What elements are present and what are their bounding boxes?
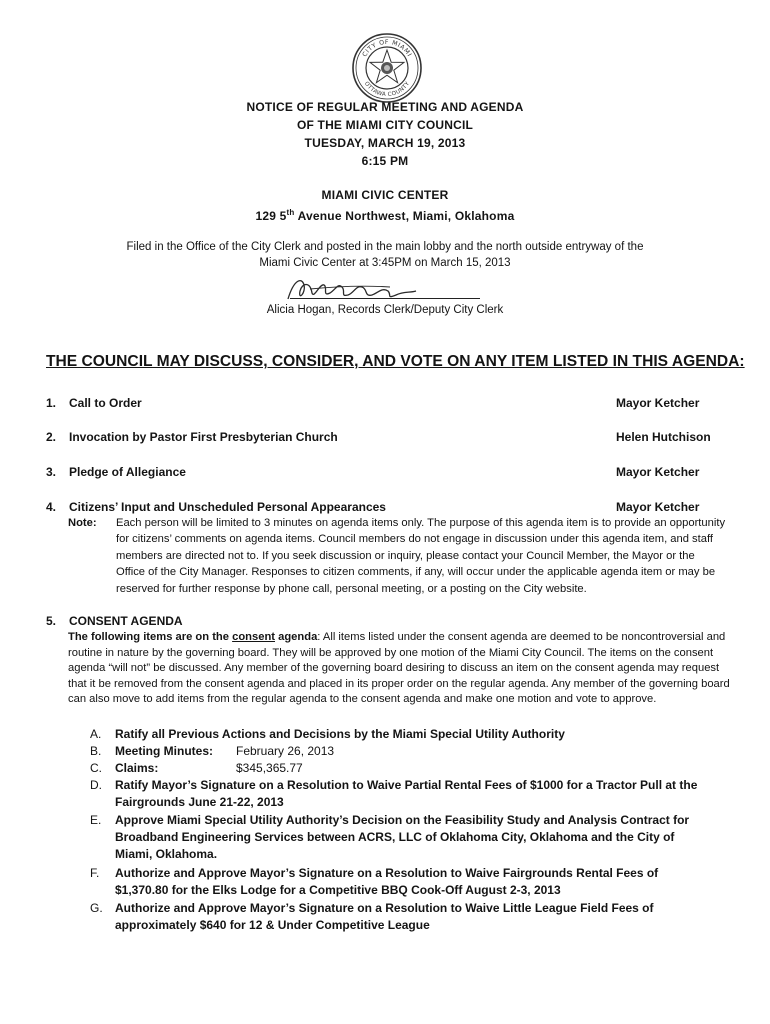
consent-item-title: Meeting Minutes:	[115, 744, 213, 758]
signature-line	[290, 298, 480, 299]
consent-intro-text: : All items listed under the consent agenda are deemed to be noncontroversial and routine in nature by the governing board. They will be approved by one motion of the Miami City Council. The items on the consent agenda “will not” be discussed. Any member of the governing board desiring to discuss an item on the consent agenda may request that it be removed from the consent agenda and placed in its proper order on the regular agenda. Any member of the governing board can also move to add items from the regular agenda to the consent agenda and make one motion and vote to approve.	[68, 631, 730, 706]
consent-item-letter: B.	[90, 744, 102, 758]
consent-item-letter: G.	[90, 901, 103, 915]
item-title: CONSENT AGENDA	[69, 614, 183, 628]
consent-item-letter: C.	[90, 761, 102, 775]
notice-title: NOTICE OF REGULAR MEETING AND AGENDA	[246, 100, 524, 114]
seal-bottom-text: OTTAWA COUNTY	[362, 80, 412, 99]
filing-notice	[100, 239, 670, 271]
item-title: Call to Order	[69, 396, 142, 410]
item-number: 5.	[46, 614, 57, 628]
address-ordinal: th	[286, 208, 295, 217]
consent-item-letter: D.	[90, 778, 102, 792]
consent-lead-underlined: consent	[232, 631, 276, 643]
consent-item-title: Authorize and Approve Mayor’s Signature on a Resolution to Waive Little League Field Fees of approximately $640 for 12 & Under Competitive League	[115, 901, 654, 932]
consent-lead-pre: The following items are on the	[68, 631, 233, 643]
consent-item-letter: A.	[90, 727, 102, 741]
consent-intro	[68, 630, 730, 708]
clerk-name: Alicia Hogan, Records Clerk/Deputy City Clerk	[266, 304, 504, 316]
item-title: Citizens’ Input and Unscheduled Personal Appearances	[69, 500, 386, 514]
agenda-item-4	[46, 499, 706, 515]
agenda-item-1	[46, 395, 706, 411]
agenda-item-2	[46, 429, 711, 445]
item-presenter: Mayor Ketcher	[616, 500, 700, 514]
meeting-time: 6:15 PM	[361, 154, 409, 168]
consent-item-letter: F.	[90, 866, 100, 880]
seal-top-text: CITY OF MIAMI	[361, 39, 413, 59]
item-presenter: Helen Hutchison	[616, 430, 711, 444]
council-title: OF THE MIAMI CITY COUNCIL	[296, 118, 474, 132]
item-number: 1.	[46, 396, 57, 410]
consent-item-letter: E.	[90, 813, 102, 827]
address-number: 129 5	[255, 209, 287, 223]
filing-line-2: Miami Civic Center at 3:45PM on March 15, 2013	[259, 257, 511, 269]
venue-name: MIAMI CIVIC CENTER	[321, 188, 449, 202]
note-label: Note:	[68, 517, 97, 529]
venue-address	[0, 204, 770, 225]
consent-item-title: Authorize and Approve Mayor’s Signature on a Resolution to Waive Fairgrounds Rental Fees of $1,370.80 for the Elks Lodge for a Competitive BBQ Cook-Off August 2-3, 2013	[115, 866, 659, 897]
agenda-banner: THE COUNCIL MAY DISCUSS, CONSIDER, AND VOTE ON ANY ITEM LISTED IN THIS AGENDA:	[46, 353, 745, 370]
consent-intro-lead	[68, 631, 317, 643]
item-number: 4.	[46, 500, 57, 514]
clerk-signature	[280, 275, 490, 305]
consent-item-title: Ratify all Previous Actions and Decisions by the Miami Special Utility Authority	[115, 727, 565, 741]
item-title: Pledge of Allegiance	[69, 465, 186, 479]
consent-item-title: Approve Miami Special Utility Authority’s Decision on the Feasibility Study and Analysis Contract for Broadband Engineering Services between ACRS, LLC of Oklahoma City, Oklahoma and the City of Miami, Oklahoma.	[115, 813, 690, 861]
consent-item-value: February 26, 2013	[236, 744, 335, 758]
item-presenter: Mayor Ketcher	[616, 465, 700, 479]
note-text: Each person will be limited to 3 minutes on agenda items only. The purpose of this agenda item is to provide an opportunity for citizens’ comments on agenda items. Council members do not engage in discussion under this agenda item, and staff members are directed not to. If you seek discussion or inquiry, please contact your Council Member, the Mayor or the Office of the City Manager. Responses to citizen comments, if any, will occur under the applicable agenda item or may be reserved for further response by phone call, personal meeting, or a posting on the City website.	[116, 517, 726, 595]
consent-item-title: Ratify Mayor’s Signature on a Resolution to Waive Partial Rental Fees of $1000 for a Tractor Pull at the Fairgrounds June 21-22, 2013	[115, 778, 698, 809]
address-street: Avenue Northwest, Miami, Oklahoma	[294, 209, 515, 223]
item-presenter: Mayor Ketcher	[616, 396, 700, 410]
consent-item-value: $345,365.77	[236, 761, 303, 775]
agenda-item-3	[46, 464, 706, 480]
agenda-item-5	[46, 613, 706, 629]
filing-line-1: Filed in the Office of the City Clerk and posted in the main lobby and the north outside entryway of the	[126, 241, 644, 253]
consent-item-title: Claims:	[115, 761, 159, 775]
item-number: 3.	[46, 465, 57, 479]
city-seal-icon	[351, 32, 423, 104]
meeting-date: TUESDAY, MARCH 19, 2013	[304, 136, 466, 150]
item-title: Invocation by Pastor First Presbyterian Church	[69, 430, 338, 444]
consent-lead-post: agenda	[275, 631, 318, 643]
item-number: 2.	[46, 430, 57, 444]
